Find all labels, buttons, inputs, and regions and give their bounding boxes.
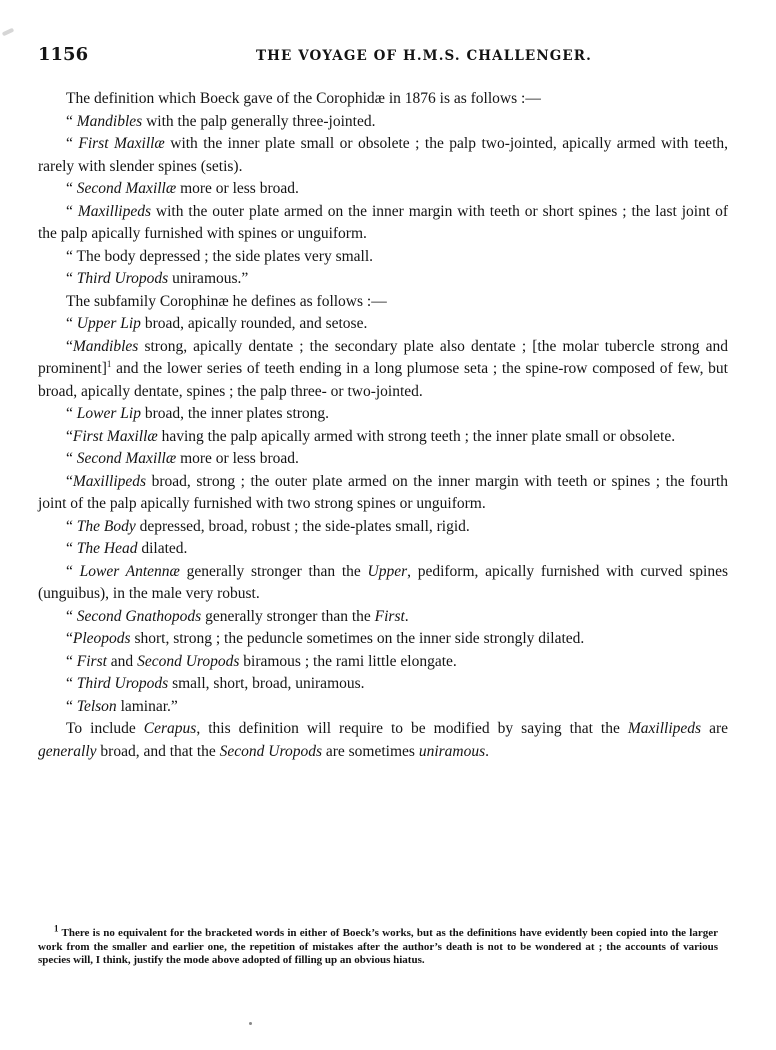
page-number: 1156 [38,44,89,65]
term-first: First [76,652,107,670]
term-maxillipeds: Maxillipeds [72,472,147,490]
term-upper: Upper [367,562,408,580]
term-second-maxillae: Second Maxillæ [76,450,177,467]
paragraph: “ Telson laminar.” [66,697,178,715]
body-text [38,88,728,763]
term-maxillipeds: Maxillipeds [627,720,702,737]
paragraph: “Maxillipeds broad, strong ; the outer plate armed on the inner margin with teeth or spines ; the fourth joint of the palp apically furnished with two strong spines or unguiform. [38,472,728,512]
paragraph: To include Cerapus, this definition will require to be modified by saying that the Maxillipeds are generally broad, and that the Second Uropods are sometimes uniramous. [38,720,728,760]
paragraph: “ Second Maxillæ more or less broad. [66,450,299,467]
footnotes [38,923,718,968]
paragraph: “First Maxillæ having the palp apically armed with strong teeth ; the inner plate small or obsolete. [66,427,676,445]
term-first-maxillae: First Maxillæ [72,427,158,445]
paragraph: “ Second Gnathopods generally stronger than the First. [66,607,409,625]
paragraph: “ Lower Antennæ generally stronger than the Upper, pediform, apically furnished with curved spines (unguibus), in the male very robust. [38,562,729,602]
term-second-uropods: Second Uropods [137,652,240,670]
term-uniramous: uniramous [418,742,486,760]
term-second-maxillae: Second Maxillæ [76,180,177,197]
paragraph: “ Upper Lip broad, apically rounded, and setose. [66,315,368,332]
paragraph: The definition which Boeck gave of the Corophidæ in 1876 is as follows :— [66,90,541,107]
paragraph: “ The Head dilated. [66,540,188,557]
term-generally: generally [38,742,97,760]
term-telson: Telson [76,697,117,715]
term-mandibles: Mandibles [76,112,143,130]
term-first-maxillae: First Maxillæ [78,135,165,152]
term-mandibles: Mandibles [72,337,139,355]
paragraph: “ Lower Lip broad, the inner plates strong. [66,405,330,422]
scan-mark [2,28,15,37]
paragraph: “Pleopods short, strong ; the peduncle sometimes on the inner side strongly dilated. [66,630,585,647]
term-cerapus: Cerapus [143,720,197,737]
term-pleopods: Pleopods [72,630,131,647]
term-lower-lip: Lower Lip [76,405,141,422]
term-first: First [374,607,405,625]
term-lower-antennae: Lower Antennæ [79,562,180,580]
paragraph: “Mandibles strong, apically dentate ; the secondary plate also dentate ; [the molar tubercle strong and prominent]$^1$ and the lower series of teeth ending in a long plumose seta ; the spine-row composed of few, but broad, apically dentate, spines ; the palp three- or two-jointed. [38,337,728,400]
paragraph: “ Third Uropods uniramous.” [66,270,249,287]
footnote-marker: 1 [54,923,59,934]
page-header [38,44,738,68]
term-third-uropods: Third Uropods [76,270,169,287]
paragraph: “ Second Maxillæ more or less broad. [66,180,299,197]
term-third-uropods: Third Uropods [76,675,169,692]
paragraph: “ First Maxillæ with the inner plate small or obsolete ; the palp two-jointed, apically armed with teeth, rarely with slender spines (setis). [38,135,728,175]
paragraph: “ Third Uropods small, short, broad, uniramous. [66,675,365,692]
term-second-uropods: Second Uropods [219,742,322,760]
footnote-ref[interactable]: 1 [106,358,112,369]
term-the-body: The Body [76,517,136,535]
term-upper-lip: Upper Lip [76,315,141,332]
term-second-gnathopods: Second Gnathopods [76,607,202,625]
paragraph: “ Mandibles with the palp generally three-jointed. [66,112,376,130]
paragraph: “ The body depressed ; the side plates very small. [66,247,374,265]
term-maxillipeds: Maxillipeds [77,202,151,220]
running-title: THE VOYAGE OF H.M.S. CHALLENGER. [256,48,592,64]
footnote: $^1$ There is no equivalent for the bracketed words in either of Boeck’s works, but as the definitions have evidently been copied into the larger work from the smaller and earlier one, the repetition of mistakes after the author’s death is not to be wondered at ; the accounts of various species will, I think, justify the mode above adopted of filling up an obvious hiatus. [38,923,718,966]
scan-mark [249,1022,252,1025]
paragraph: The subfamily Corophinæ he defines as follows :— [66,292,387,310]
paragraph: “ The Body depressed, broad, robust ; the side-plates small, rigid. [66,517,470,535]
paragraph: “ Maxillipeds with the outer plate armed on the inner margin with teeth or short spines ; the last joint of the palp apically furnished with spines or unguiform. [38,202,728,242]
term-the-head: The Head [76,540,138,557]
paragraph: “ First and Second Uropods biramous ; the rami little elongate. [66,652,457,670]
